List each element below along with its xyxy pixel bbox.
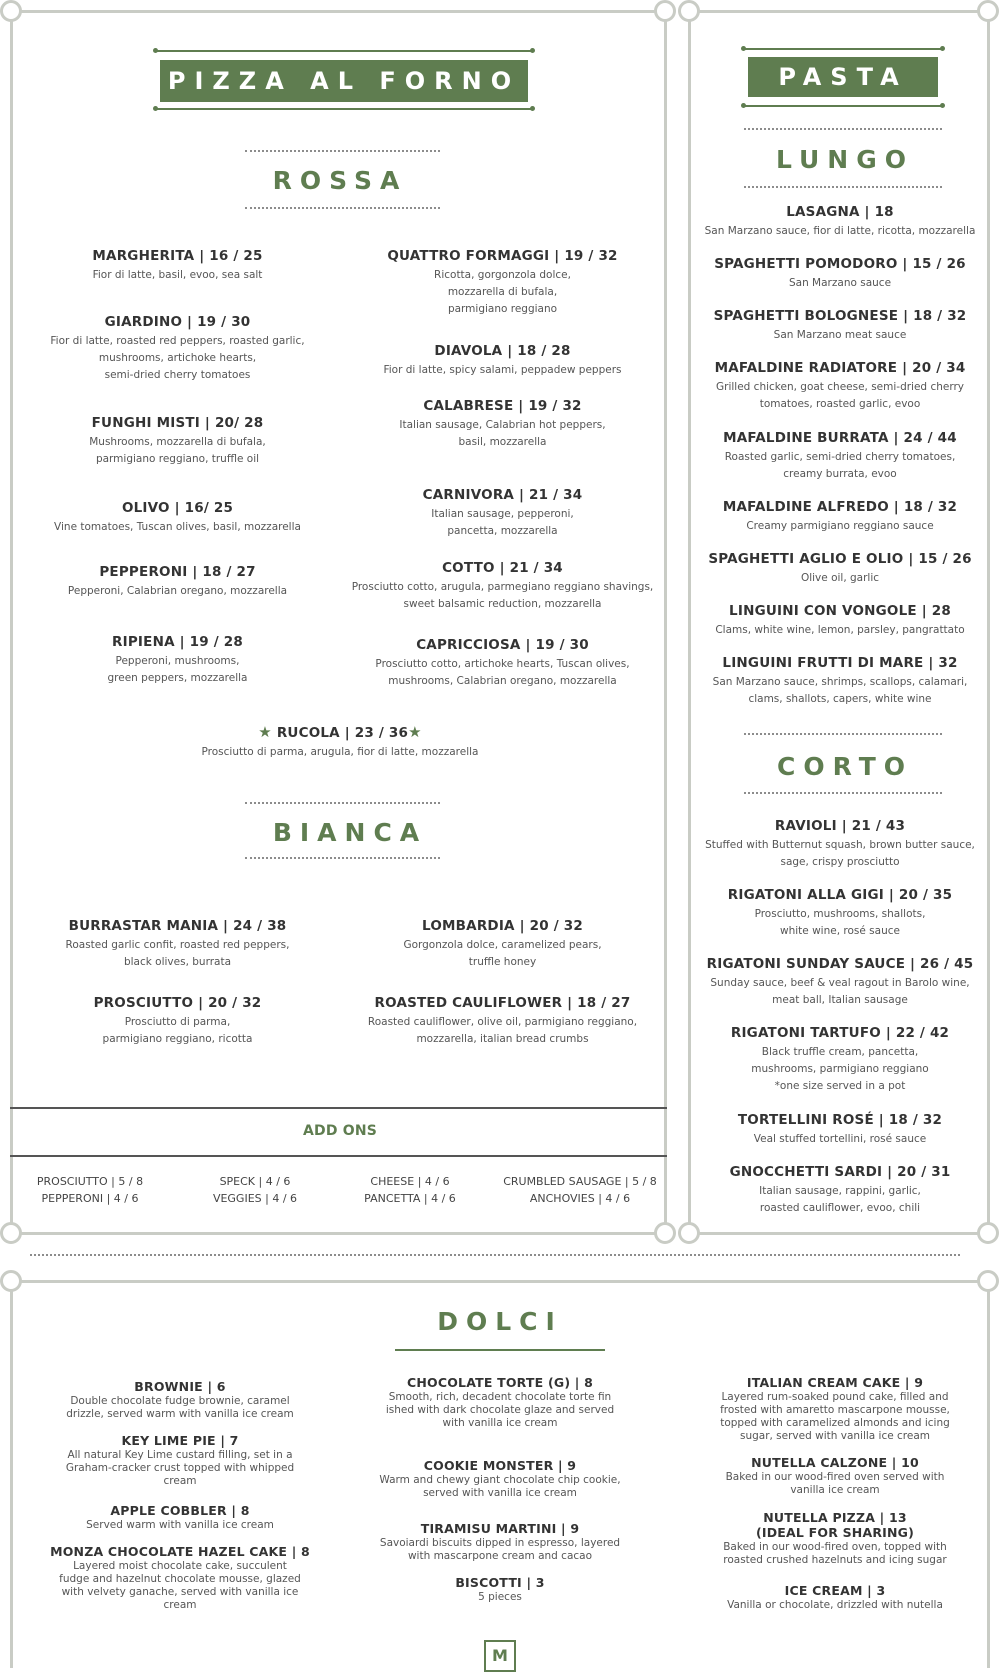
menu-item xyxy=(35,415,320,468)
menu-item xyxy=(695,887,985,940)
item-name: LASAGNA | 18 xyxy=(786,204,894,220)
item-name: KEY LIME PIE | 7 xyxy=(121,1433,239,1448)
item-name: TORTELLINI ROSÉ | 18 / 32 xyxy=(737,1112,943,1128)
menu-item xyxy=(695,1025,985,1095)
item-description: fudge and hazelnut chocolate mousse, glazed xyxy=(59,1573,301,1585)
item-description: ished with dark chocolate glaze and served xyxy=(385,1404,615,1416)
item-description: cream xyxy=(163,1475,197,1487)
item-description: parmigiano reggiano xyxy=(447,303,558,315)
item-name: GNOCCHETTI SARDI | 20 / 31 xyxy=(729,1164,951,1180)
menu-item xyxy=(45,1544,315,1612)
menu-item xyxy=(45,1503,315,1532)
item-description: San Marzano sauce, fior di latte, ricotta, mozzarella xyxy=(704,225,976,237)
corner-ornament xyxy=(977,1222,999,1244)
divider-dots xyxy=(245,802,440,804)
corner-ornament xyxy=(678,1222,700,1244)
item-description: parmigiano reggiano, ricotta xyxy=(102,1033,253,1045)
addons-rule-top xyxy=(10,1107,667,1109)
item-description: mushrooms, artichoke hearts, xyxy=(98,352,257,364)
item-description: black olives, burrata xyxy=(123,956,232,968)
addon-item: ANCHOVIES | 4 / 6 xyxy=(529,1192,631,1205)
section-title-corto: CORTO xyxy=(776,752,914,781)
item-description: Roasted garlic confit, roasted red peppers, xyxy=(65,939,290,951)
item-name: TIRAMISU MARTINI | 9 xyxy=(420,1521,580,1536)
item-name: PEPPERONI | 18 / 27 xyxy=(99,564,256,580)
menu-item xyxy=(345,560,660,613)
item-description: Vine tomatoes, Tuscan olives, basil, mozzarella xyxy=(54,521,301,533)
banner-rule xyxy=(744,48,942,50)
menu-item xyxy=(695,308,985,344)
item-description: semi-dried cherry tomatoes xyxy=(104,369,251,381)
menu-item xyxy=(345,248,660,318)
menu-item xyxy=(695,360,985,413)
item-description: Fior di latte, spicy salami, peppadew peppers xyxy=(383,364,622,376)
menu-item xyxy=(35,634,320,687)
addon-item: CHEESE | 4 / 6 xyxy=(370,1175,450,1188)
menu-item xyxy=(695,818,985,871)
corner-ornament xyxy=(0,1270,22,1292)
section-title-dolci: DOLCI xyxy=(437,1307,563,1336)
item-description: Prosciutto cotto, artichoke hearts, Tuscan olives, xyxy=(375,658,630,670)
item-name: FUNGHI MISTI | 20/ 28 xyxy=(91,415,264,431)
item-description: Prosciutto di parma, xyxy=(124,1016,231,1028)
item-description: mushrooms, parmigiano reggiano xyxy=(751,1063,929,1075)
item-name: APPLE COBBLER | 8 xyxy=(110,1503,250,1518)
menu-item xyxy=(695,603,985,639)
divider-dots xyxy=(245,207,440,209)
divider-dots xyxy=(245,150,440,152)
item-description: tomatoes, roasted garlic, evoo xyxy=(759,398,921,410)
item-name: CHOCOLATE TORTE (G) | 8 xyxy=(406,1375,594,1390)
menu-item xyxy=(345,637,660,690)
menu-item xyxy=(700,1455,970,1497)
menu-item xyxy=(365,1521,635,1563)
menu-item xyxy=(695,499,985,535)
item-name: LOMBARDIA | 20 / 32 xyxy=(422,918,583,934)
menu-item xyxy=(365,1575,635,1604)
menu-item xyxy=(35,918,320,971)
item-description: mushrooms, Calabrian oregano, mozzarella xyxy=(388,675,617,687)
item-description: Clams, white wine, lemon, parsley, pangrattato xyxy=(715,624,965,636)
item-description: Roasted garlic, semi-dried cherry tomatoes, xyxy=(724,451,956,463)
menu-item xyxy=(700,1510,970,1567)
item-description: white wine, rosé sauce xyxy=(780,925,900,937)
item-name: RIGATONI ALLA GIGI | 20 / 35 xyxy=(727,887,953,903)
corner-ornament xyxy=(678,0,700,22)
corner-ornament xyxy=(977,1270,999,1292)
item-name: BROWNIE | 6 xyxy=(134,1379,226,1394)
item-description: Vanilla or chocolate, drizzled with nutella xyxy=(727,1599,943,1611)
item-description: topped with caramelized almonds and icing xyxy=(720,1417,950,1429)
item-description: sugar, served with vanilla ice cream xyxy=(739,1430,931,1442)
star-icon: ★ xyxy=(408,723,422,741)
item-description: with vanilla ice cream xyxy=(442,1417,558,1429)
item-description: Baked in our wood-fired oven served with xyxy=(725,1471,945,1483)
item-name: MAFALDINE BURRATA | 24 / 44 xyxy=(723,430,957,446)
corner-ornament xyxy=(0,1222,22,1244)
corner-ornament xyxy=(977,0,999,22)
menu-item xyxy=(35,564,320,600)
item-name: MARGHERITA | 16 / 25 xyxy=(92,248,263,264)
item-name: ICE CREAM | 3 xyxy=(784,1583,886,1598)
item-name: BURRASTAR MANIA | 24 / 38 xyxy=(68,918,287,934)
item-description: Sunday sauce, beef & veal ragout in Barolo wine, xyxy=(710,977,970,989)
item-name: RIGATONI TARTUFO | 22 / 42 xyxy=(730,1025,950,1041)
item-name: SPAGHETTI AGLIO E OLIO | 15 / 26 xyxy=(708,551,972,567)
item-description: Prosciutto cotto, arugula, parmegiano reggiano shavings, xyxy=(351,581,654,593)
item-description: Served warm with vanilla ice cream xyxy=(86,1519,274,1531)
item-description: Fior di latte, roasted red peppers, roasted garlic, xyxy=(50,335,305,347)
item-description: Smooth, rich, decadent chocolate torte fin xyxy=(388,1391,612,1403)
item-description: served with vanilla ice cream xyxy=(423,1487,577,1499)
item-description: meat ball, Italian sausage xyxy=(772,994,908,1006)
item-name: MONZA CHOCOLATE HAZEL CAKE | 8 xyxy=(50,1544,310,1559)
menu-item xyxy=(35,995,320,1048)
item-description: Graham-cracker crust topped with whipped xyxy=(65,1462,295,1474)
menu-item xyxy=(345,995,660,1048)
menu-item xyxy=(35,314,320,384)
corner-ornament xyxy=(654,1222,676,1244)
menu-item xyxy=(35,500,320,536)
star-icon: ★ xyxy=(258,723,272,741)
item-name: RUCOLA | 23 / 36 xyxy=(276,725,409,741)
item-description: with mascarpone cream and cacao xyxy=(407,1550,593,1562)
item-description: Gorgonzola dolce, caramelized pears, xyxy=(403,939,602,951)
item-description: green peppers, mozzarella xyxy=(107,672,248,684)
section-title-lungo: LUNGO xyxy=(775,145,915,174)
item-description: sage, crispy prosciutto xyxy=(780,856,900,868)
item-name: ITALIAN CREAM CAKE | 9 xyxy=(746,1375,924,1390)
divider-dots xyxy=(744,186,942,188)
item-description: Layered moist chocolate cake, succulent xyxy=(73,1560,287,1572)
item-name: PROSCIUTTO | 20 / 32 xyxy=(93,995,262,1011)
addon-item: CRUMBLED SAUSAGE | 5 / 8 xyxy=(503,1175,657,1188)
item-name: CARNIVORA | 21 / 34 xyxy=(422,487,583,503)
menu-item xyxy=(695,655,985,708)
item-name: OLIVO | 16/ 25 xyxy=(121,500,234,516)
item-description: Warm and chewy giant chocolate chip cookie, xyxy=(379,1474,621,1486)
item-name: RIPIENA | 19 / 28 xyxy=(112,634,243,650)
item-description: Mushrooms, mozzarella di bufala, xyxy=(89,436,266,448)
addons-rule-bottom xyxy=(10,1155,667,1157)
menu-item xyxy=(345,343,660,379)
addon-item: PEPPERONI | 4 / 6 xyxy=(41,1192,139,1205)
addon-item: SPECK | 4 / 6 xyxy=(219,1175,291,1188)
dolci-rule xyxy=(395,1349,605,1351)
addon-item: PANCETTA | 4 / 6 xyxy=(364,1192,456,1205)
menu-item xyxy=(345,918,660,971)
item-description: San Marzano meat sauce xyxy=(773,329,907,341)
pasta-banner: PASTA xyxy=(748,57,938,97)
menu-item xyxy=(365,1458,635,1500)
banner-rule xyxy=(744,105,942,107)
menu-item xyxy=(695,956,985,1009)
item-description: creamy burrata, evoo xyxy=(783,468,897,480)
item-description: sweet balsamic reduction, mozzarella xyxy=(403,598,602,610)
addon-item: PROSCIUTTO | 5 / 8 xyxy=(36,1175,144,1188)
menu-item xyxy=(695,430,985,483)
item-name: CAPRICCIOSA | 19 / 30 xyxy=(416,637,589,653)
item-description: roasted cauliflower, evoo, chili xyxy=(759,1202,921,1214)
item-description: Roasted cauliflower, olive oil, parmigiano reggiano, xyxy=(367,1016,638,1028)
item-description: pancetta, mozzarella xyxy=(447,525,558,537)
divider-dots xyxy=(245,857,440,859)
item-name: BISCOTTI | 3 xyxy=(455,1575,545,1590)
item-description: Italian sausage, pepperoni, xyxy=(431,508,574,520)
item-name: LINGUINI FRUTTI DI MARE | 32 xyxy=(722,655,958,671)
addon-item: VEGGIES | 4 / 6 xyxy=(212,1192,298,1205)
pizza-banner: PIZZA AL FORNO xyxy=(160,60,528,102)
item-name: RAVIOLI | 21 / 43 xyxy=(774,818,906,834)
item-description: Pepperoni, mushrooms, xyxy=(115,655,240,667)
item-description: Veal stuffed tortellini, rosé sauce xyxy=(753,1133,927,1145)
item-description: Prosciutto, mushrooms, shallots, xyxy=(754,908,926,920)
item-description: Grilled chicken, goat cheese, semi-dried cherry xyxy=(716,381,964,393)
item-description: roasted crushed hazelnuts and icing sugar xyxy=(723,1554,947,1566)
item-description: cream xyxy=(163,1599,197,1611)
item-name: RIGATONI SUNDAY SAUCE | 26 / 45 xyxy=(706,956,974,972)
item-name: LINGUINI CON VONGOLE | 28 xyxy=(729,603,951,619)
item-name: DIAVOLA | 18 / 28 xyxy=(434,343,571,359)
item-description: Double chocolate fudge brownie, caramel xyxy=(70,1395,290,1407)
divider-dots xyxy=(744,128,942,130)
item-name: NUTELLA PIZZA | 13 (IDEAL FOR SHARING) xyxy=(755,1510,915,1540)
menu-item xyxy=(695,1112,985,1148)
menu-item xyxy=(345,398,660,451)
item-description: Ricotta, gorgonzola dolce, xyxy=(434,269,571,281)
item-name: SPAGHETTI BOLOGNESE | 18 / 32 xyxy=(713,308,967,324)
item-description: Baked in our wood-fired oven, topped with xyxy=(723,1541,947,1553)
item-description: Layered rum-soaked pound cake, filled and xyxy=(721,1391,949,1403)
divider-dots xyxy=(744,733,942,735)
item-description: truffle honey xyxy=(468,956,537,968)
item-description: frosted with amaretto mascarpone mousse, xyxy=(720,1404,950,1416)
menu-item xyxy=(45,1379,315,1421)
item-description: All natural Key Lime custard filling, set in a xyxy=(67,1449,293,1461)
item-description: parmigiano reggiano, truffle oil xyxy=(95,453,260,465)
item-description: Stuffed with Butternut squash, brown butter sauce, xyxy=(705,839,975,851)
item-name: ROASTED CAULIFLOWER | 18 / 27 xyxy=(374,995,631,1011)
banner-rule xyxy=(156,108,532,110)
item-description: with velvety ganache, served with vanilla ice xyxy=(61,1586,299,1598)
menu-item xyxy=(345,487,660,540)
menu-item xyxy=(700,1583,970,1612)
item-name: COTTO | 21 / 34 xyxy=(442,560,563,576)
item-description: Fior di latte, basil, evoo, sea salt xyxy=(92,269,263,281)
item-description: mozzarella, italian bread crumbs xyxy=(416,1033,589,1045)
item-name: QUATTRO FORMAGGI | 19 / 32 xyxy=(387,248,618,264)
addons-title: ADD ONS xyxy=(302,1123,378,1139)
item-name: SPAGHETTI POMODORO | 15 / 26 xyxy=(714,256,966,272)
page-divider-dots xyxy=(30,1254,960,1256)
banner-rule xyxy=(156,50,532,52)
menu-item xyxy=(35,248,320,284)
item-name: GIARDINO | 19 / 30 xyxy=(104,314,251,330)
item-description: drizzle, served warm with vanilla ice cream xyxy=(66,1408,294,1420)
item-name: COOKIE MONSTER | 9 xyxy=(423,1458,577,1473)
item-description: basil, mozzarella xyxy=(458,436,547,448)
menu-item xyxy=(45,1433,315,1488)
corner-ornament xyxy=(654,0,676,22)
menu-item xyxy=(700,1375,970,1443)
item-description: Prosciutto di parma, arugula, fior di latte, mozzarella xyxy=(201,746,479,758)
item-name: MAFALDINE ALFREDO | 18 / 32 xyxy=(722,499,958,515)
section-title-bianca: BIANCA xyxy=(272,818,428,847)
item-description: Savoiardi biscuits dipped in espresso, layered xyxy=(379,1537,621,1549)
menu-item xyxy=(695,1164,985,1217)
item-description: Creamy parmigiano reggiano sauce xyxy=(746,520,934,532)
item-description: Italian sausage, Calabrian hot peppers, xyxy=(399,419,606,431)
divider-dots xyxy=(744,792,942,794)
item-name: CALABRESE | 19 / 32 xyxy=(423,398,582,414)
item-name: MAFALDINE RADIATORE | 20 / 34 xyxy=(714,360,966,376)
menu-item-rucola xyxy=(150,723,530,761)
section-title-rossa: ROSSA xyxy=(272,166,408,195)
item-description: clams, shallots, capers, white wine xyxy=(748,693,932,705)
menu-item xyxy=(695,551,985,587)
item-description: vanilla ice cream xyxy=(790,1484,880,1496)
item-description: mozzarella di bufala, xyxy=(447,286,558,298)
logo-m: M xyxy=(484,1640,516,1672)
item-description: *one size served in a pot xyxy=(774,1080,906,1092)
item-name: NUTELLA CALZONE | 10 xyxy=(751,1455,919,1470)
item-description: Black truffle cream, pancetta, xyxy=(761,1046,919,1058)
item-description: Olive oil, garlic xyxy=(800,572,880,584)
item-description: Pepperoni, Calabrian oregano, mozzarella xyxy=(67,585,288,597)
item-description: Italian sausage, rappini, garlic, xyxy=(759,1185,921,1197)
menu-item xyxy=(365,1375,635,1430)
item-description: San Marzano sauce xyxy=(788,277,892,289)
corner-ornament xyxy=(0,0,22,22)
menu-item xyxy=(695,256,985,292)
item-description: San Marzano sauce, shrimps, scallops, calamari, xyxy=(712,676,968,688)
menu-item xyxy=(695,204,985,240)
item-description: 5 pieces xyxy=(478,1591,522,1603)
